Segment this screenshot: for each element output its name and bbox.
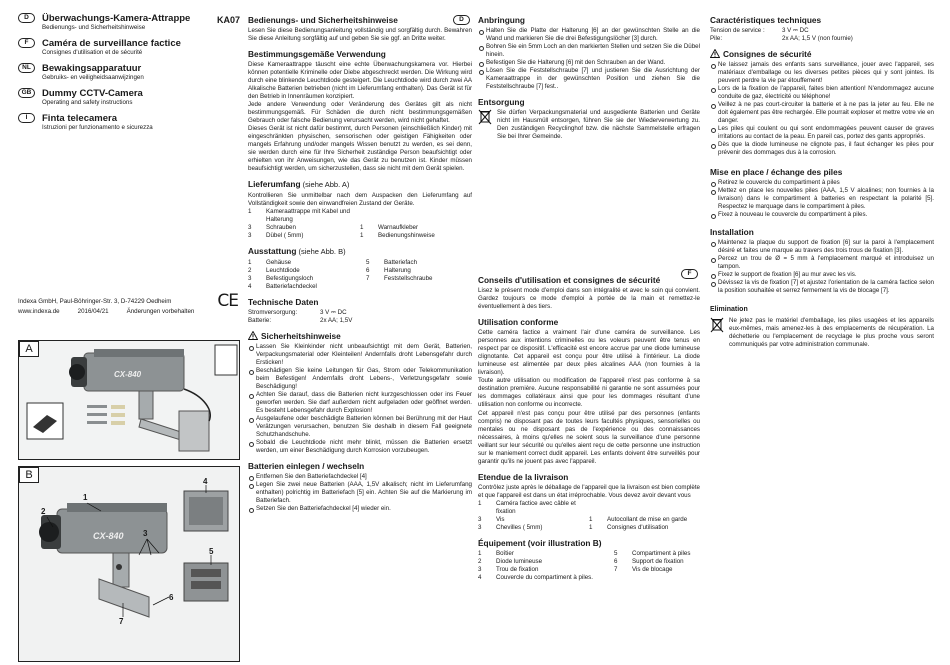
fr-equipment-cell: 6 xyxy=(614,558,618,565)
fr-equipment-cell: Compartiment à piles xyxy=(632,550,691,557)
mounting-step: Lösen Sie die Feststellschraube [7] und justieren Sie die Ausrichtung der Kameraattrappe in der gewünschten Position und ziehen Sie die Feststellschraube [7] fest.. xyxy=(478,67,700,91)
figure-a-label: A xyxy=(19,341,39,357)
fr-persons-text: Cet appareil n'est pas conçu pour être utilisé par des personnes (enfants compris) ne disposant pas de toutes leurs facultés physiques, sensorielles ou mentales ou ne disposant pas de l'expérience ou des connaissances nécessaires, à moins qu'elles ne soient sous la surveillance d'une personne veillant sur leur sécurité ou qu'elles aient reçu de cette personne une instruction sur le maniement correct dudit appareil. Les enfants doivent être surveillés pour garantir qu'ils ne jouent pas avec l'appareil. xyxy=(478,410,700,465)
language-row xyxy=(18,13,240,32)
language-badge-fr: F xyxy=(681,269,698,279)
fr-equipment-cell: Vis de blocage xyxy=(632,566,673,573)
fr-intended-use-text: Cette caméra factice a vraiment l'air d'une caméra de surveillance. Les personnes aux intentions criminelles ou les voleurs peuvent être tenus en respect par ce dispositif. L'efficacité est encore accrue par une diode lumineuse clignotante. Cet appareil est conçu pour être utilisé à l'intérieur. La diode lumineuse est alimentée par deux piles alcalines AAA (non fournies à la livraison). xyxy=(478,329,700,376)
language-subtitle: Gebruiks- en veiligheidsaanwijzingen xyxy=(42,74,144,81)
intro-text: Lesen Sie diese Bedienungsanleitung vollständig und sorgfältig durch. Bewahren Sie diese Anleitung sorgfältig auf und geben Sie sie ggf. an Dritte weiter. xyxy=(248,27,472,42)
battery-step: Legen Sie zwei neue Batterien (AAA, 1,5V alkalisch; nicht im Lieferumfang enthalten) polrichtig im Batteriefach [5] ein. Achten Sie auf die Markierung im Batteriefach. xyxy=(248,481,472,505)
equipment-cell: Leuchtdiode xyxy=(266,267,300,274)
fr-equipment-cell: 5 xyxy=(614,550,618,557)
fr-scope-cell: 3 xyxy=(478,516,482,523)
fr-scope-cell: Consignes d'utilisation xyxy=(607,524,669,531)
fr-equipment-cell: Couvercle du compartiment à piles. xyxy=(496,574,593,581)
battery-step: Setzen Sie den Batteriefachdeckel [4] wieder ein. xyxy=(248,505,472,513)
equipment-cell: 2 xyxy=(248,267,252,274)
heading-mounting: Anbringung xyxy=(478,15,526,25)
fr-scope-list xyxy=(478,500,700,532)
language-subtitle: Operating and safety instructions xyxy=(42,99,133,106)
equipment-cell xyxy=(384,283,472,291)
equipment-cell: 4 xyxy=(248,283,252,290)
heading-safety xyxy=(248,331,472,341)
spec-cell: Batterie: xyxy=(248,317,272,324)
fr-equipment-cell: 1 xyxy=(478,550,482,557)
fr-battery-step: Retirez le couvercle du compartiment à piles xyxy=(710,179,934,187)
callout-5: 5 xyxy=(209,547,214,556)
fr-battery-steps xyxy=(710,179,934,219)
safety-list xyxy=(248,343,472,455)
ce-mark: CE xyxy=(217,291,238,311)
equipment-cell: 6 xyxy=(366,267,370,274)
disposal-block xyxy=(478,109,700,141)
fr-spec-cell: 3 V ⎓ DC xyxy=(782,27,809,34)
callout-4: 4 xyxy=(203,477,208,486)
heading-fr-instructions: Conseils d'utilisation et consignes de sécurité xyxy=(478,275,661,285)
camera-model-label: CX-840 xyxy=(114,370,142,379)
language-titles xyxy=(42,13,190,32)
fr-equipment-cell: Boîtier xyxy=(496,550,514,557)
scope-cell: 3 xyxy=(248,224,252,231)
persons-text: Dieses Gerät ist nicht dafür bestimmt, durch Personen (einschließlich Kinder) mit eingeschränkten physischen, sensorischen oder geistigen Fähigkeiten oder mangels Erfahrung und/oder mangels Wissen benutzt zu werden, es sei denn, sie werden durch eine für Ihre Sicherheit zuständige Person beaufsichtigt oder erhielten von ihr Anweisungen, wie das Gerät zu benutzen ist. Kinder müssen beaufsichtigt werden, um sicherzustellen, dass sie nicht mit dem Gerät spielen. xyxy=(248,125,472,172)
safety-item: Sobald die Leuchtdiode nicht mehr blinkt, müssen die Batterien ersetzt werden, um einer Beschädigung durch Korrosion vorzubeugen. xyxy=(248,439,472,455)
figure-a-camera-illustration xyxy=(19,341,239,459)
fr-spec-cell: Pile: xyxy=(710,35,723,42)
callout-1: 1 xyxy=(83,493,88,502)
language-badge: NL xyxy=(18,63,35,73)
figure-b-label: B xyxy=(19,467,39,483)
figure-a xyxy=(18,340,240,460)
callout-7: 7 xyxy=(119,617,124,626)
language-title: Caméra de surveillance factice xyxy=(42,38,181,49)
spec-cell: Stromversorgung: xyxy=(248,309,298,316)
scope-cell: Dübel ( 5mm) xyxy=(266,232,304,239)
fr-equipment-list xyxy=(478,550,700,582)
language-row xyxy=(18,113,240,132)
scope-cell: 1 xyxy=(360,224,364,231)
intended-use-text: Diese Kameraattrappe täuscht eine echte Überwachungskamera vor. Hierbei können potentielle Kriminelle oder Diebe abgeschreckt werden. Die Wirkung wird durch eine blinkende Leuchtdiode gesteigert. Die Leuchtdiode wird durch zwei AA Alkalische Batterien betrieben (nicht im Lieferumfang enthalten). Das Gerät ist für den Betrieb in Innenräumen konzipiert. xyxy=(248,61,472,100)
equipment-title: Ausstattung xyxy=(248,246,297,256)
fr-safety-item: Veillez à ne pas court-circuiter la batterie et à ne pas la jeter au feu. Elle ne doit également pas être rechargée. Elle pourrait exploser et mettre votre vie en danger. xyxy=(710,101,934,125)
camera-icon xyxy=(39,503,167,553)
battery-steps xyxy=(248,473,472,513)
language-title: Dummy CCTV-Camera xyxy=(42,88,143,99)
fr-scope-cell: 3 xyxy=(478,524,482,531)
column-de-fr xyxy=(478,13,700,581)
fr-scope-cell: Chevilles ( 5mm) xyxy=(496,524,543,531)
battery-step: Entfernen Sie den Batteriefachdeckel [4] xyxy=(248,473,472,481)
safety-item: Lassen Sie Kleinkinder nicht unbeaufsichtigt mit dem Gerät, Batterien, Verpackungsmaterial oder Kleinteilen! Andernfalls droht Lebensgefahr durch Ersticken! xyxy=(248,343,472,367)
fr-spec-cell: Tension de service : xyxy=(710,27,765,34)
heading-disposal: Entsorgung xyxy=(478,97,525,107)
scope-cell: 1 xyxy=(248,208,252,215)
fr-install-step: Dévissez la vis de fixation [7] et ajustez l'orientation de la caméra factice selon la position souhaitée et serrez fermement la vis de blocage [7]. xyxy=(710,279,934,295)
fr-equipment-cell: Diode lumineuse xyxy=(496,558,543,565)
crossed-bin-icon xyxy=(478,109,492,125)
fr-equipment-cell: Support de fixation xyxy=(632,558,684,565)
fr-spec-cell: 2x AA; 1,5 V (non fournie) xyxy=(782,35,853,42)
heading-batteries: Batterien einlegen / wechseln xyxy=(248,461,365,471)
improper-use-text: Jede andere Verwendung oder Veränderung des Gerätes gilt als nicht bestimmungsgemäß. Für Schäden die durch nicht bestimmungsgemäßen Gebrauch oder falsche Bedienung verursacht werden, wird nicht gehaftet. xyxy=(248,101,472,124)
fr-scope-cell: 1 xyxy=(589,516,593,523)
equipment-cell: 5 xyxy=(366,259,370,266)
fr-equipment-cell: Trou de fixation xyxy=(496,566,539,573)
camera-icon xyxy=(69,349,184,391)
language-titles xyxy=(42,88,143,107)
equipment-cell: Batteriefach xyxy=(384,259,418,266)
column-fr xyxy=(710,13,934,349)
fr-disposal-block xyxy=(710,317,934,349)
heading-fr-batteries: Mise en place / échange des piles xyxy=(710,167,843,177)
fr-safety-item: Ne laissez jamais des enfants sans surveillance, jouer avec l'appareil, ses matériaux d'emballage ou les diverses petites pièces qui y sont jointes. Ils peuvent perdre la vie par étouffement! xyxy=(710,61,934,85)
scope-cell: Bedienungshinweise xyxy=(378,232,435,239)
scope-cell: 3 xyxy=(248,232,252,239)
language-subtitle: Consignes d'utilisation et de sécurité xyxy=(42,49,143,56)
equipment-cell: 7 xyxy=(366,275,370,282)
fr-scope-cell: Caméra factice avec câble et fixation xyxy=(496,500,576,515)
fr-safety-item: Lors de la fixation de l'appareil, faites bien attention! N'endommagez aucune conduite de gaz, électricité ou téléphone! xyxy=(710,85,934,101)
scope-cell: Schrauben xyxy=(266,224,296,231)
fr-install-steps xyxy=(710,239,934,295)
spec-cell: 3 V ⎓ DC xyxy=(320,309,347,316)
equipment-cell: Gehäuse xyxy=(266,259,292,266)
heading-scope xyxy=(248,179,472,190)
scope-ref: (siehe Abb. A) xyxy=(300,180,350,189)
fr-scope-cell xyxy=(607,500,700,516)
tech-data-list xyxy=(248,309,472,325)
heading-fr-safety xyxy=(710,49,934,59)
heading-intended-use: Bestimmungsgemäße Verwendung xyxy=(248,49,386,59)
language-badge: GB xyxy=(18,88,35,98)
language-list xyxy=(18,13,240,132)
safety-item: Ausgelaufene oder beschädigte Batterien können bei Berührung mit der Haut Verätzungen verursachen, benutzen Sie deshalb in diesem Fall geeignete Schutzhandschuhe. xyxy=(248,415,472,439)
fr-equipment-cell: 3 xyxy=(478,566,482,573)
heading-fr-scope: Etendue de la livraison xyxy=(478,472,569,482)
warning-icon xyxy=(248,331,258,340)
scope-cell: 1 xyxy=(360,232,364,239)
fr-equipment-cell: 4 xyxy=(478,574,482,581)
language-badge: F xyxy=(18,38,35,48)
mounting-step: Bohren Sie ein 5mm Loch an den markierten Stellen und setzen Sie die Dübel hinein. xyxy=(478,43,700,59)
language-subtitle: Bedienungs- und Sicherheitshinweise xyxy=(42,24,146,31)
warning-icon xyxy=(710,49,720,58)
heading-instructions: Bedienungs- und Sicherheitshinweise xyxy=(248,15,398,25)
fr-equipment-cell: 7 xyxy=(614,566,618,573)
callout-2: 2 xyxy=(41,507,46,516)
equipment-cell: 1 xyxy=(248,259,252,266)
equipment-list xyxy=(248,259,472,291)
crossed-bin-icon xyxy=(710,317,724,333)
fr-safety-list xyxy=(710,61,934,157)
print-date: 2016/04/21 xyxy=(77,308,109,315)
heading-fr-disposal: Elimination xyxy=(710,306,748,313)
scope-cell xyxy=(378,208,472,224)
fr-equipment-cell: 2 xyxy=(478,558,482,565)
language-titles xyxy=(42,38,181,57)
scope-cell: Warnaufkleber xyxy=(378,224,419,231)
mounting-steps xyxy=(478,27,700,91)
heading-tech-data: Technische Daten xyxy=(248,297,319,307)
company-address: Indexa GmbH, Paul-Böhringer-Str. 3, D-74229 Oedheim xyxy=(18,298,172,305)
equipment-cell: Halterung xyxy=(384,267,411,274)
column-header xyxy=(18,13,240,315)
language-row xyxy=(18,63,240,82)
mounting-step: Befestigen Sie die Halterung [6] mit den Schrauben an der Wand. xyxy=(478,59,700,67)
company-footer xyxy=(18,308,208,316)
website: www.indexa.de xyxy=(18,308,60,315)
language-title: Finta telecamera xyxy=(42,113,117,124)
camera-model-label: CX-840 xyxy=(93,531,124,541)
fr-section xyxy=(478,270,700,582)
language-subtitle: Istruzioni per funzionamento e sicurezza xyxy=(42,124,153,131)
fr-disposal-text: Ne jetez pas le matériel d'emballage, les piles usagées et les appareils eux-mêmes, mais amenez-les à des emplacements de récupération. La déchetterie ou l'emplacement de recyclage le plus proche vous seront communiqués par votre administration communale. xyxy=(729,317,934,348)
language-badge: D xyxy=(18,13,35,23)
fr-safety-title: Consignes de sécurité xyxy=(723,49,812,59)
fr-tech-data-list xyxy=(710,27,934,43)
heading-fr-installation: Installation xyxy=(710,227,754,237)
language-title: Bewakingsapparatuur xyxy=(42,63,142,74)
model-number: KA07 xyxy=(216,15,240,25)
equipment-ref: (siehe Abb. B) xyxy=(296,247,346,256)
disposal-text: Sie dürfen Verpackungsmaterial und ausgediente Batterien und Geräte nicht im Hausmüll entsorgen, führen Sie sie der Wiederverwertung zu. Den zuständigen Recyclinghof bzw. die nächste Sammelstelle erfragen Sie bei Ihrer Gemeinde. xyxy=(497,109,700,140)
fr-install-step: Percez un trou de Ø = 5 mm à l'emplacement marqué et introduisez un tampon. xyxy=(710,255,934,271)
fr-battery-step: Mettez en place les nouvelles piles (AAA, 1,5 V alcalines; non fournies à la livraison) dans le compartiment à batteries en respectant la polarité [5]. Respectez le marquage dans le compartiment à piles. xyxy=(710,187,934,211)
figure-b-camera-illustration xyxy=(19,467,239,661)
fr-scope-cell xyxy=(589,500,607,516)
fr-safety-item: Les piles qui coulent ou qui sont endommagées peuvent causer de graves irritations au contact de la peau. En pareil cas, portez des gants appropriés. xyxy=(710,125,934,141)
scope-cell: Kameraattrappe mit Kabel und Halterung xyxy=(266,208,350,223)
scope-text: Kontrollieren Sie unmittelbar nach dem Auspacken den Lieferumfang auf Vollständigkeit sowie den einwandfreien Zustand der Geräte. xyxy=(248,192,472,207)
equipment-cell: Batteriefachdeckel xyxy=(266,283,317,290)
equipment-cell: Feststellschraube xyxy=(384,275,433,282)
fr-scope-cell: 1 xyxy=(478,500,482,507)
fr-safety-item: Dès que la diode lumineuse ne clignote pas, il faut échanger les piles pour prévenir des dommages dus à la corrosion. xyxy=(710,141,934,157)
scope-list xyxy=(248,208,472,240)
heading-fr-intended-use: Utilisation conforme xyxy=(478,317,559,327)
figure-b xyxy=(18,466,240,662)
language-row xyxy=(18,38,240,57)
language-badge-de: D xyxy=(453,15,470,25)
equipment-cell: Befestigungsloch xyxy=(266,275,314,282)
safety-item: Beschädigen Sie keine Leitungen für Gas, Strom oder Telekommunikation beim Befestigen! Andernfalls droht Lebens-, Verletzungsgefahr sowie Beschädigung! xyxy=(248,367,472,391)
fr-install-step: Fixez le support de fixation [6] au mur avec les vis. xyxy=(710,271,934,279)
mounting-step: Halten Sie die Platte der Halterung [6] an der gewünschten Stelle an die Wand und markieren Sie die drei Befestigungslöcher [3] durch. xyxy=(478,27,700,43)
fr-scope-cell: 1 xyxy=(589,524,593,531)
fr-scope-text: Contrôlez juste après le déballage de l'appareil que la livraison est bien complète et que l'appareil est dans un état irréprochable. Vous devez avoir devant vous xyxy=(478,484,700,499)
fr-install-step: Maintenez la plaque du support de fixation [6] sur la paroi à l'emplacement désiré et faites une marque au travers des trois trous de fixation [3]. xyxy=(710,239,934,255)
scope-title: Lieferumfang xyxy=(248,179,301,189)
screws-icon xyxy=(87,405,125,425)
safety-title: Sicherheitshinweise xyxy=(261,331,341,341)
language-row xyxy=(18,88,240,107)
heading-fr-tech-data: Caractéristiques techniques xyxy=(710,15,822,25)
equipment-cell xyxy=(366,283,384,291)
changes-note: Änderungen vorbehalten xyxy=(126,308,195,315)
heading-equipment xyxy=(248,246,472,257)
spec-cell: 2x AA; 1,5V xyxy=(320,317,353,324)
callout-6: 6 xyxy=(169,593,174,602)
scope-cell xyxy=(360,208,378,224)
fr-equipment-cell xyxy=(614,574,632,582)
language-title: Überwachungs-Kamera-Attrappe xyxy=(42,13,191,24)
fr-intro-text: Lisez le présent mode d'emploi dans son intégralité et avec le soin qui convient. Gardez toujours ce mode d'emploi à portée de la main et remettez-le éventuellement à des tiers. xyxy=(478,287,700,310)
fr-battery-step: Fixez à nouveau le couvercle du compartiment à piles. xyxy=(710,211,934,219)
fr-improper-use-text: Toute autre utilisation ou modification de l'appareil n'est pas conforme à sa destination première. Aucune responsabilité ni garantie ne sont assumées pour les dommages collatéraux ainsi que pour les dommages résultant d'une utilisation non conforme ou incorrecte. xyxy=(478,377,700,408)
heading-fr-equipment: Équipement (voir illustration B) xyxy=(478,538,602,548)
fr-scope-cell: Autocollant de mise en garde xyxy=(607,516,688,523)
language-badge: I xyxy=(18,113,35,123)
callout-3: 3 xyxy=(143,529,148,538)
fr-scope-cell: Vis xyxy=(496,516,505,523)
language-titles xyxy=(42,63,144,82)
manual-icon xyxy=(215,345,237,375)
language-titles xyxy=(42,113,153,132)
safety-item: Achten Sie darauf, dass die Batterien nicht kurzgeschlossen oder ins Feuer geworfen werden. Sie darf außerdem nicht aufgeladen oder geöffnet werden. Es besteht Lebensgefahr durch Explosion! xyxy=(248,391,472,415)
fr-equipment-cell xyxy=(632,574,700,582)
equipment-cell: 3 xyxy=(248,275,252,282)
column-de xyxy=(248,13,472,513)
